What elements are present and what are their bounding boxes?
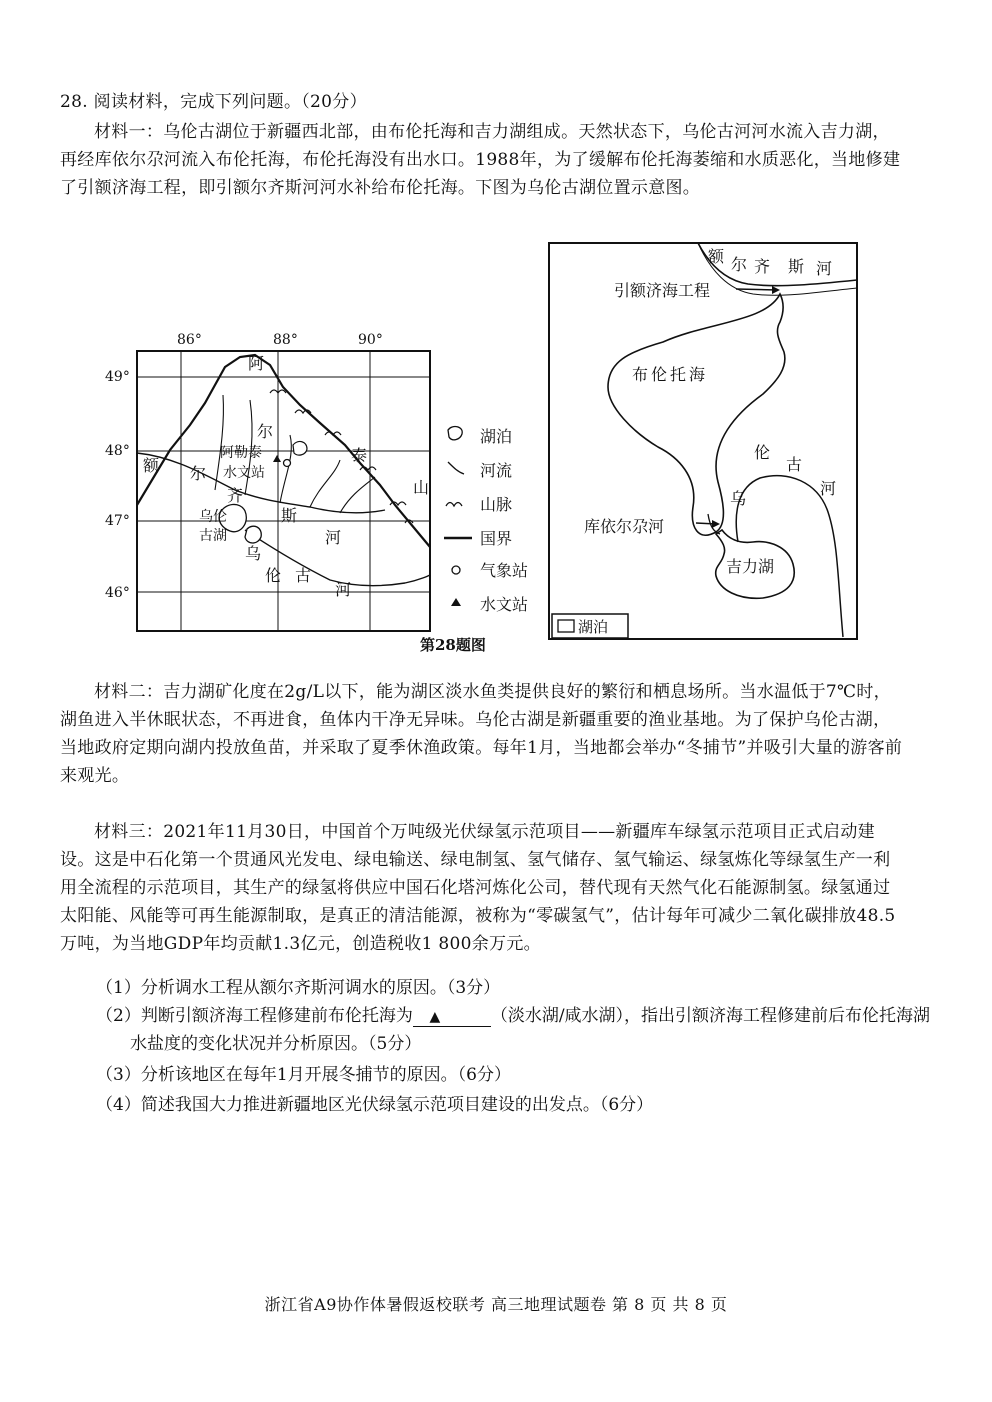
map-label: 斯 [281, 506, 298, 525]
legend-river-icon [448, 462, 464, 474]
sub-question-4: （4）简述我国大力推进新疆地区光伏绿氢示范项目建设的出发点。（6分） [96, 1095, 654, 1115]
legend-mountain-label: 山脉 [480, 495, 513, 514]
lon-label: 86° [177, 332, 202, 348]
right-label: 古 [786, 455, 803, 474]
right-label: 河 [820, 479, 837, 498]
legend-hydro-label: 水文站 [480, 595, 529, 614]
right-label: 齐 [754, 257, 771, 276]
sub-question-1: （1）分析调水工程从额尔齐斯河调水的原因。（3分） [96, 978, 501, 998]
answer-blank[interactable]: ▲ [413, 1008, 491, 1027]
sub-question-2 [96, 1002, 940, 1058]
legend-river-label: 河流 [480, 461, 513, 480]
right-label: 乌 [730, 489, 747, 508]
figure-caption: 第28题图 [420, 636, 486, 654]
map-label: 尔 [257, 422, 274, 441]
map-label: 阿勒泰 [220, 445, 262, 461]
lat-label: 47° [105, 513, 130, 529]
map-label: 乌伦 [199, 509, 227, 525]
map-label: 齐 [227, 486, 244, 505]
right-map [548, 242, 860, 642]
lat-label: 46° [105, 585, 130, 601]
lon-label: 88° [273, 332, 298, 348]
right-label: 尔 [731, 255, 748, 274]
map-label: 泰 [351, 446, 368, 465]
sub-question-2-part-a: （2）判断引额济海工程修建前布伦托海为 [96, 1006, 413, 1026]
right-label: 吉力湖 [726, 557, 775, 576]
legend-mountain-icon [446, 503, 462, 507]
map-label: 山 [413, 478, 430, 497]
lon-label: 90° [358, 332, 383, 348]
jili-lake [245, 526, 261, 543]
left-map [95, 325, 455, 637]
map-label: 尔 [190, 464, 207, 483]
map-label: 河 [325, 528, 342, 547]
mountain-range [270, 390, 413, 523]
sub-question-3: （3）分析该地区在每年1月开展冬捕节的原因。（6分） [96, 1065, 511, 1085]
right-label: 河 [816, 259, 833, 278]
legend-lake-label: 湖泊 [480, 427, 513, 446]
legend-lake-box [558, 620, 574, 632]
question-heading: 28. 阅读材料，完成下列问题。（20分） [60, 92, 367, 112]
right-label: 库依尔尕河 [584, 517, 665, 536]
map-label: 额 [143, 456, 160, 475]
material-1: 材料一：乌伦古湖位于新疆西北部，由布伦托海和吉力湖组成。天然状态下，乌伦古河河水流入吉力湖，再经库依尔尕河流入布伦托海，布伦托海没有出水口。1988年，为了缓解布伦托海萎缩和水质恶化，当地修建了引额济海工程，即引额尔齐斯河河水补给布伦托海。下图为乌伦古湖位置示意图。 [60, 122, 901, 198]
material-2: 材料二：吉力湖矿化度在2g/L以下，能为湖区淡水鱼类提供良好的繁衍和栖息场所。当水温低于7℃时，湖鱼进入半休眠状态，不再进食，鱼体内干净无异味。乌伦古湖是新疆重要的渔业基地。为了保护乌伦古湖，当地政府定期向湖内投放鱼苗，并采取了夏季休渔政策。每年1月，当地都会举办“冬捕节”并吸引大量的游客前来观光。 [60, 682, 903, 786]
map-label: 伦古 [265, 566, 326, 585]
weather-station [284, 460, 291, 467]
legend-weather-label: 气象站 [480, 561, 529, 580]
page-footer: 浙江省A9协作体暑假返校联考 高三地理试题卷 第 8 页 共 8 页 [264, 1295, 728, 1314]
right-label: 伦 [754, 443, 771, 462]
legend-lake-text: 湖泊 [578, 618, 609, 636]
lat-label: 48° [105, 443, 130, 459]
small-lake [293, 442, 307, 456]
right-label: 额 [708, 247, 725, 266]
map-label: 阿 [248, 354, 265, 373]
irtysh-river [137, 453, 385, 513]
map-label: 河 [335, 580, 352, 599]
map-label: 水文站 [223, 465, 265, 481]
material-3: 材料三：2021年11月30日，中国首个万吨级光伏绿氢示范项目——新疆库车绿氢示范项目正式启动建设。这是中石化第一个贯通风光发电、绿电输送、绿电制氢、氢气储存、氢气输运、绿氢炼化等绿氢生产一利用全流程的示范项目，其生产的绿氢将供应中国石化塔河炼化公司，替代现有天然气化石能源制氢。绿氢通过太阳能、风能等可再生能源制取，是真正的清洁能源，被称为“零碳氢气”，估计每年可减少二氧化碳排放48.5万吨，为当地GDP年均贡献1.3亿元，创造税收1 800余万元。 [60, 822, 896, 954]
hydro-station [273, 455, 281, 462]
sub-question-2-part-b: （淡水湖/咸水湖），指出引额济海工程修建前后布伦托海湖水盐度的变化状况并分析原因。（5分） [130, 1006, 931, 1054]
legend-hydro-icon [451, 598, 461, 606]
lat-label: 49° [105, 369, 130, 385]
legend-weather-icon [452, 566, 460, 574]
map-label: 古湖 [199, 528, 227, 544]
right-label: 引额济海工程 [614, 281, 711, 300]
right-label: 布伦托海 [632, 365, 709, 384]
right-label: 斯 [788, 257, 805, 276]
map-legend [444, 420, 544, 620]
legend-border-label: 国界 [480, 529, 513, 548]
map-label: 乌 [245, 544, 262, 563]
legend-lake-icon [448, 427, 462, 440]
